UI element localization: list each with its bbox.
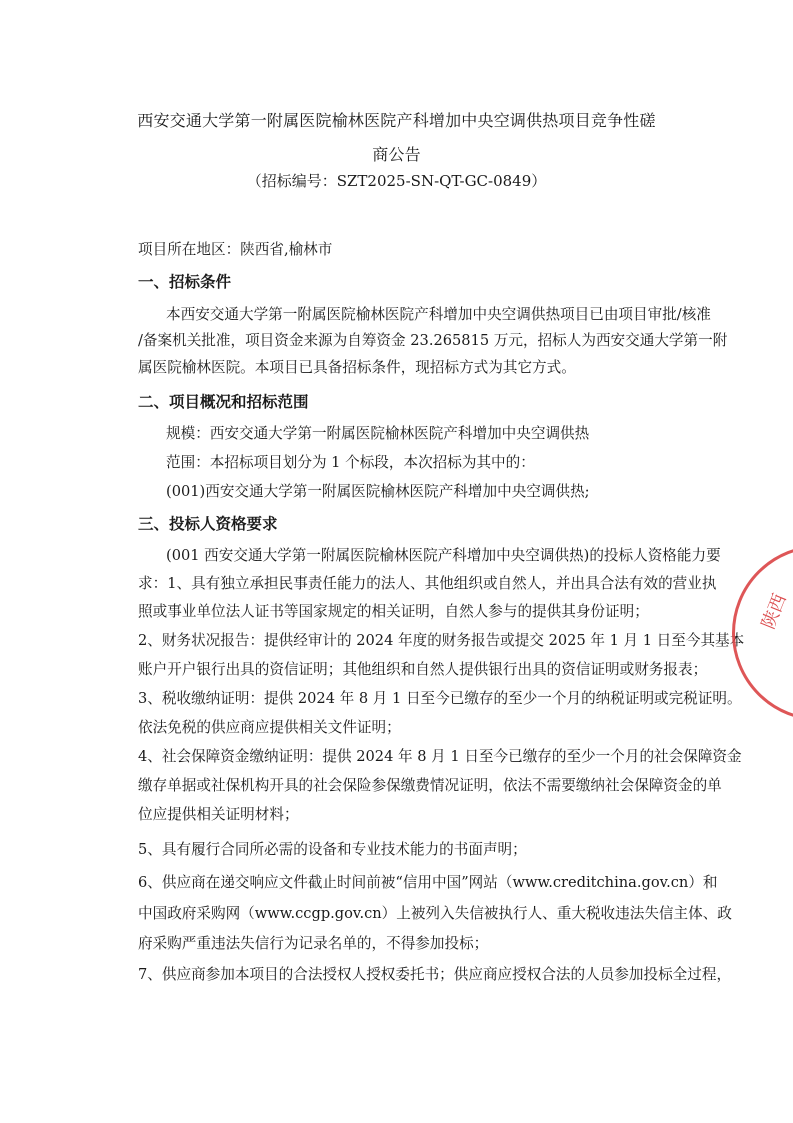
section-heading-2: 二、项目概况和招标范围 xyxy=(138,393,309,411)
section3-line: 账户开户银行出具的资信证明；其他组织和自然人提供银行出具的资信证明或财务报表； xyxy=(138,661,708,678)
section3-line: 3、税收缴纳证明：提供 2024 年 8 月 1 日至今已缴存的至少一个月的纳税证明或完税证明。 xyxy=(138,690,742,707)
section3-line: 依法免税的供应商应提供相关文件证明； xyxy=(138,719,401,736)
section2-line: (001)西安交通大学第一附属医院榆林医院产科增加中央空调供热; xyxy=(166,483,590,500)
section1-line: 属医院榆林医院。本项目已具备招标条件，现招标方式为其它方式。 xyxy=(138,359,576,376)
tender-code: （招标编号：SZT2025-SN-QT-GC-0849） xyxy=(246,172,547,190)
project-region: 项目所在地区：陕西省,榆林市 xyxy=(138,241,333,258)
section3-line: 中国政府采购网（www.ccgp.gov.cn）上被列入失信被执行人、重大税收违法失信主体、政 xyxy=(138,905,732,922)
section3-line: 缴存单据或社保机构开具的社会保险参保缴费情况证明，依法不需要缴纳社会保障资金的单 xyxy=(138,777,722,794)
section3-line: 求：1、具有独立承担民事责任能力的法人、其他组织或自然人，并出具合法有效的营业执 xyxy=(138,575,717,592)
section3-line: 2、财务状况报告：提供经审计的 2024 年度的财务报告或提交 2025 年 1 月 1 日至今其基本 xyxy=(138,632,745,649)
section2-line: 规模：西安交通大学第一附属医院榆林医院产科增加中央空调供热 xyxy=(166,425,590,442)
section2-line: 范围：本招标项目划分为 1 个标段，本次招标为其中的： xyxy=(166,454,535,471)
section3-line: 5、具有履行合同所必需的设备和专业技术能力的书面声明； xyxy=(138,841,527,858)
section3-line: 6、供应商在递交响应文件截止时间前被“信用中国”网站（www.creditchina.gov.cn）和 xyxy=(138,874,718,891)
section3-line: 7、供应商参加本项目的合法授权人授权委托书；供应商应授权合法的人员参加投标全过程， xyxy=(138,966,732,983)
seal-text: 陕西 xyxy=(757,590,791,633)
section1-line: 本西安交通大学第一附属医院榆林医院产科增加中央空调供热项目已由项目审批/核准 xyxy=(166,306,711,323)
notice-title: 西安交通大学第一附属医院榆林医院产科增加中央空调供热项目竞争性磋商公告 xyxy=(137,111,656,164)
section-heading-3: 三、投标人资格要求 xyxy=(138,515,278,533)
section3-line: 照或事业单位法人证书等国家规定的相关证明，自然人参与的提供其身份证明； xyxy=(138,603,649,620)
section3-line: (001 西安交通大学第一附属医院榆林医院产科增加中央空调供热)的投标人资格能力要 xyxy=(166,547,721,564)
section3-line: 府采购严重违法失信行为记录名单的，不得参加投标； xyxy=(138,935,489,952)
section3-line: 4、社会保障资金缴纳证明：提供 2024 年 8 月 1 日至今已缴存的至少一个月的社会保障资金 xyxy=(138,748,742,765)
section-heading-1: 一、招标条件 xyxy=(138,273,232,291)
section3-line: 位应提供相关证明材料； xyxy=(138,806,299,823)
section1-line: /备案机关批准，项目资金来源为自筹资金 23.265815 万元，招标人为西安交通大学第一附 xyxy=(138,332,728,349)
